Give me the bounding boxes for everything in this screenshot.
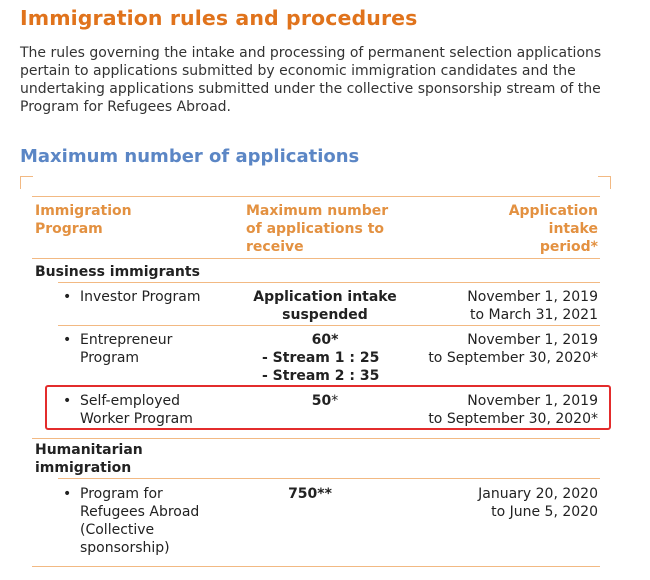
period-selfemployed-from: November 1, 2019 [467,393,598,409]
header-max: Maximum number of applications to receive [246,203,389,255]
max-selfemployed-note: * [331,393,339,409]
table-corner-left [20,176,33,189]
list-bullet: • [63,393,72,409]
rule-bottom [32,566,600,567]
intro-paragraph: The rules governing the intake and processing of permanent selection applications pertain to applications submitted by economic immigration candidates and the undertaking applications submitted under the collective sponsorship stream of the Program for Refugees Abroad. [20,45,602,115]
page-title: Immigration rules and procedures [20,6,418,30]
rule-after-group2 [58,478,600,479]
period-entrepreneur-from: November 1, 2019 [467,332,598,348]
header-period: Application intake period* [508,203,598,255]
period-entrepreneur-to: to September 30, 2020* [428,350,598,366]
highlight-box [45,385,611,430]
period-investor: November 1, 2019 to March 31, 2021 [467,289,598,323]
max-investor: Application intake suspended [253,289,397,323]
rule-after-group1 [58,282,600,283]
max-selfemployed-value: 50 [311,393,332,409]
max-refugees: 750** [288,486,332,502]
group-humanitarian: Humanitarian immigration [35,442,143,476]
rule-after-investor [58,325,600,326]
section-title: Maximum number of applications [20,146,360,167]
rule-top [32,196,600,197]
list-bullet: • [63,486,72,502]
header-program: Immigration Program [35,203,132,237]
program-refugees: Program for Refugees Abroad (Collective sponsorship) [80,486,200,556]
period-selfemployed-to: to September 30, 2020* [428,411,598,427]
program-entrepreneur: Entrepreneur Program [80,332,173,366]
stream-2: - Stream 2 : 35 [262,368,380,384]
period-refugees-to: to June 5, 2020 [491,504,598,520]
stream-1: - Stream 1 : 25 [262,350,380,366]
rule-after-header [32,258,600,259]
list-bullet: • [63,289,72,305]
period-refugees-from: January 20, 2020 [478,486,598,502]
table-corner-right [598,176,611,189]
max-entrepreneur: 60* [311,332,339,348]
program-investor: Investor Program [80,289,201,305]
group-business: Business immigrants [35,264,200,280]
program-selfemployed: Self-employed Worker Program [80,393,193,427]
rule-after-selfemployed [32,438,600,439]
list-bullet: • [63,332,72,348]
